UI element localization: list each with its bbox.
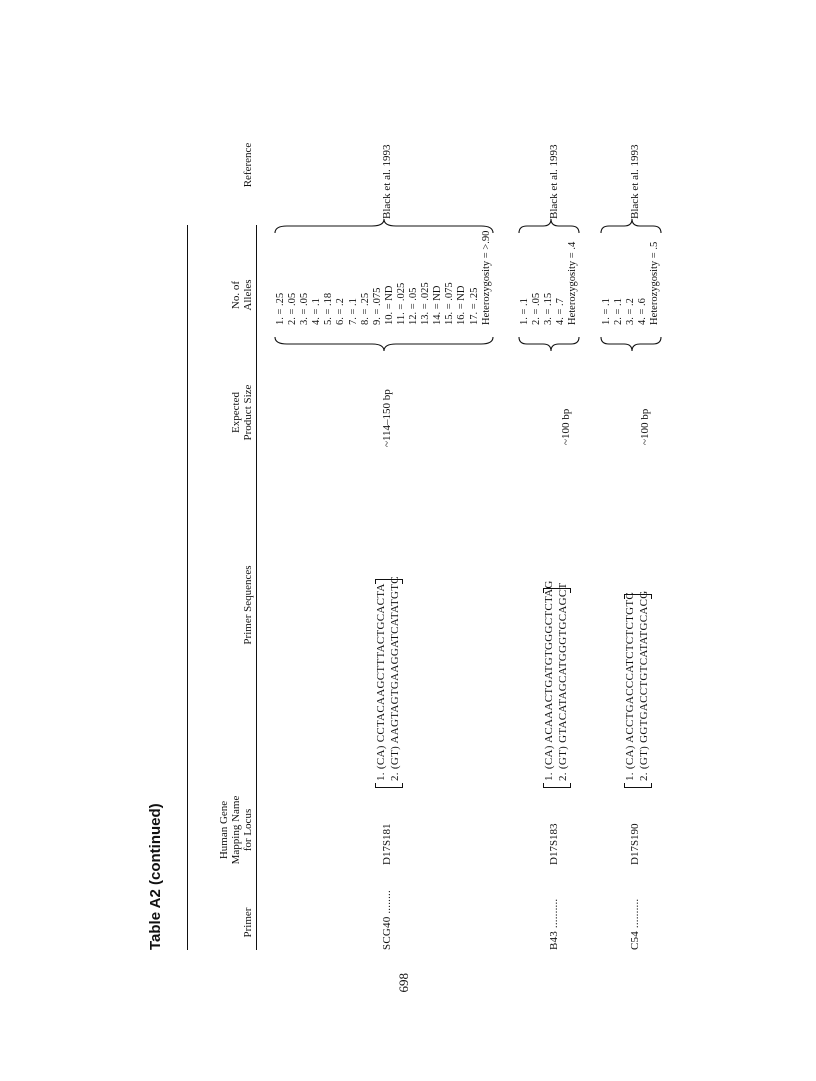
table-title: Table A2 (continued)	[147, 803, 164, 950]
row-3-reference: Black et al. 1993	[629, 144, 641, 219]
row-1-allele-14: 14. = ND	[432, 285, 444, 325]
row-1-allele-11: 11. = .025	[395, 282, 407, 325]
row-3-brace-right	[601, 219, 661, 233]
row-2-seq-1: 1. (CA) ACAAACTGATGTGGGCTCTAG	[543, 580, 555, 781]
page-number: 698	[396, 973, 411, 993]
header-reference: Reference	[242, 142, 254, 188]
row-1-allele-1: 1. = .25	[275, 292, 286, 325]
row-1-primer: SCG40 ........	[381, 890, 393, 950]
row-1-allele-12: 12. = .05	[408, 287, 420, 325]
row-2-heterozygosity: Heterozygosity = .4	[567, 241, 579, 325]
header-size-line-1: Expected	[230, 392, 242, 433]
row-3-locus: D17S190	[629, 823, 641, 865]
header-alleles-line-1: No. of	[230, 280, 242, 310]
row-3-seq-2: 2. (GT) GGTGACCTGTCATATGCACG	[638, 590, 650, 781]
row-2-allele-2: 2. = .05	[531, 292, 543, 325]
row-1-allele-6: 6. = .2	[335, 298, 347, 325]
row-1-allele-16: 16. = ND	[456, 285, 468, 325]
header-locus-line-1: Human Gene	[218, 800, 230, 860]
rotated-table	[147, 142, 727, 985]
row-2-allele-3: 3. = .15	[543, 292, 555, 325]
row-1-size: ~114–150 bp	[381, 389, 393, 447]
header-size-line-2: Product Size	[242, 384, 254, 441]
row-3-heterozygosity: Heterozygosity = .5	[649, 241, 661, 325]
row-1-allele-4: 4. = .1	[311, 298, 323, 325]
row-1-allele-15: 15. = .075	[444, 282, 456, 325]
row-2-primer: B43 ..........	[548, 898, 560, 950]
row-3-allele-2: 2. = .1	[613, 298, 625, 325]
row-1-allele-2: 2. = .05	[287, 292, 299, 325]
header-alleles-line-2: Alleles	[242, 279, 254, 311]
row-1-allele-17: 17. = .25	[468, 287, 480, 325]
row-1-seq-1: 1. (CA) CCTACAAGCTTTACTGCACTA	[375, 583, 387, 781]
row-3-brace-left	[601, 337, 661, 351]
row-1-brace-left	[275, 337, 493, 351]
row-2-brace-right	[519, 219, 579, 233]
row-3-allele-1: 1. = .1	[601, 298, 612, 325]
row-1-heterozygosity: Heterozygosity = >.90	[480, 230, 492, 325]
row-1-reference: Black et al. 1993	[381, 144, 393, 219]
row-1-allele-10: 10. = ND	[383, 285, 395, 325]
row-3-seq-1: 1. (CA) ACCTGACCCATCTCTCTGTC	[624, 592, 636, 781]
row-1-locus: D17S181	[381, 823, 393, 865]
row-2-seq-2: 2. (GT) GTACATAGCATGGGTGCAGCT	[557, 582, 569, 781]
header-locus-line-2: Mapping Name	[230, 795, 242, 865]
row-2-allele-4: 4. = .7	[555, 298, 567, 325]
header-sequences: Primer Sequences	[242, 565, 254, 645]
row-1-allele-7: 7. = .1	[347, 298, 359, 325]
row-3-allele-4: 4. = .6	[637, 298, 649, 325]
row-2-brace-left	[519, 337, 579, 351]
row-3-primer: C54 ..........	[629, 898, 641, 950]
row-2-locus: D17S183	[548, 823, 560, 865]
row-1-allele-8: 8. = .25	[359, 292, 371, 325]
row-1-allele-3: 3. = .05	[299, 292, 311, 325]
header-locus-line-3: for Locus	[242, 808, 254, 852]
row-1-allele-9: 9. = .075	[371, 287, 383, 325]
row-3-size: ~100 bp	[639, 408, 651, 445]
row-1-brace-right	[275, 219, 493, 233]
row-3-allele-3: 3. = .2	[625, 298, 637, 325]
row-2-size: ~100 bp	[560, 408, 572, 445]
row-1-allele-13: 13. = .025	[420, 282, 432, 325]
brace-layer	[147, 225, 727, 985]
row-1-allele-5: 5. = .18	[323, 292, 335, 325]
header-primer: Primer	[242, 907, 254, 938]
row-1-seq-2: 2. (GT) AAGTAGTGAAGGATCATATGTC	[389, 576, 401, 781]
row-2-reference: Black et al. 1993	[548, 144, 560, 219]
row-2-allele-1: 1. = .1	[519, 298, 530, 325]
